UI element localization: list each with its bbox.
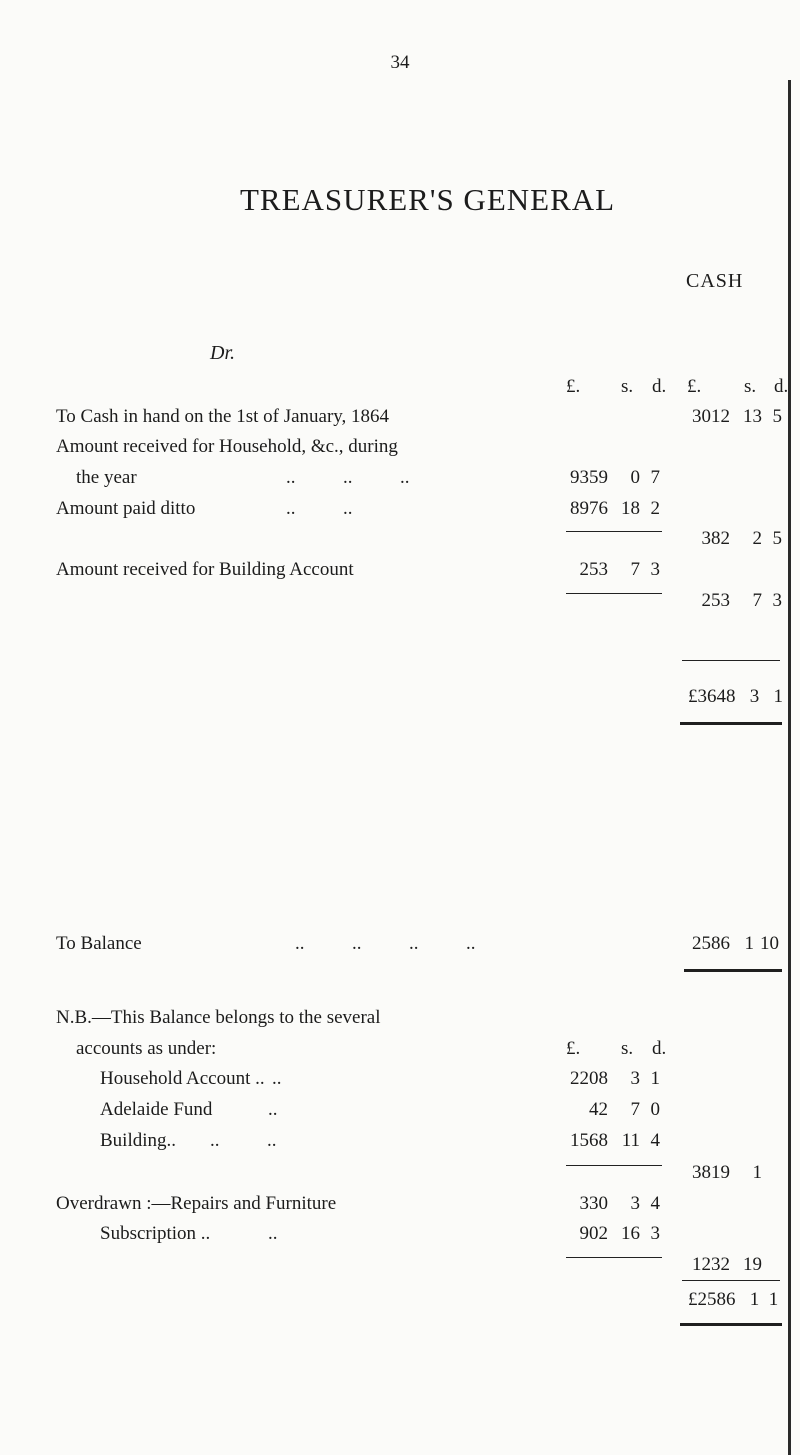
amount-pence: 5 <box>772 528 782 549</box>
amount-pounds: 3819 <box>692 1162 730 1183</box>
amount-pence: 1 <box>650 1068 660 1089</box>
total-double-rule <box>680 722 782 725</box>
amount-pounds: 8976 <box>570 498 608 519</box>
page-edge-line <box>788 80 791 1455</box>
subtotal-rule <box>566 593 662 594</box>
subtotal-rule <box>566 531 662 532</box>
page-number: 34 <box>390 52 410 73</box>
note-heading-cont: accounts as under: <box>76 1038 217 1059</box>
amount-pounds: 330 <box>579 1193 608 1214</box>
note-header-shillings: s. <box>621 1038 634 1059</box>
subscription-leader: .. <box>268 1223 278 1244</box>
header-pounds-2: £. <box>687 376 702 397</box>
final-double-rule <box>680 1323 782 1326</box>
final-total: £2586 1 1 <box>688 1289 779 1310</box>
amount-pence: 4 <box>650 1193 660 1214</box>
amount-pounds: 253 <box>701 590 730 611</box>
amount-pounds: 1232 <box>692 1254 730 1275</box>
amount-shillings: 1 <box>752 1162 762 1183</box>
note-heading: N.B.—This Balance belongs to the several <box>56 1007 381 1028</box>
entry-label: Amount paid ditto <box>56 498 196 519</box>
amount-pence: 5 <box>772 406 782 427</box>
amount-shillings: 19 <box>743 1254 762 1275</box>
total-rule <box>682 1280 780 1281</box>
balance-leader: .. .. .. .. <box>295 933 476 954</box>
header-pence-1: d. <box>652 376 667 397</box>
amount-shillings: 18 <box>621 498 640 519</box>
header-pence-2: d. <box>774 376 789 397</box>
amount-pounds: 382 <box>701 528 730 549</box>
grand-total: £3648 3 1 <box>688 686 783 707</box>
entry-label: the year <box>76 467 137 488</box>
note-row-leader: .. .. <box>210 1130 277 1151</box>
note-header-pounds: £. <box>566 1038 581 1059</box>
amount-pounds: 902 <box>579 1223 608 1244</box>
amount-pounds: 3012 <box>692 406 730 427</box>
amount-pounds: 2586 <box>692 933 730 954</box>
amount-shillings: 2 <box>752 528 762 549</box>
amount-pounds: 42 <box>589 1099 608 1120</box>
subtotal-rule <box>566 1165 662 1166</box>
entry-leader: .. .. .. <box>286 467 410 488</box>
amount-pounds: 9359 <box>570 467 608 488</box>
header-shillings-2: s. <box>744 376 757 397</box>
amount-shillings: 0 <box>630 467 640 488</box>
subtotal-rule <box>566 1257 662 1258</box>
entry-label: Amount received for Household, &c., during <box>56 436 398 457</box>
entry-label: To Cash in hand on the 1st of January, 1864 <box>56 406 390 427</box>
overdrawn-label: Overdrawn :—Repairs and Furniture <box>56 1193 337 1214</box>
note-row-label: Building.. <box>100 1130 177 1151</box>
entry-leader: .. .. <box>286 498 353 519</box>
amount-shillings: 11 <box>621 1130 640 1151</box>
page-title: TREASURER'S GENERAL <box>240 182 616 217</box>
entry-label: Amount received for Building Account <box>56 559 354 580</box>
amount-shillings: 16 <box>621 1223 640 1244</box>
subscription-label: Subscription .. <box>100 1223 211 1244</box>
amount-pence: 3 <box>650 1223 660 1244</box>
amount-pence: 2 <box>650 498 660 519</box>
balance-double-rule <box>684 969 782 972</box>
amount-pence: 10 <box>760 933 779 954</box>
amount-pence: 4 <box>650 1130 660 1151</box>
note-row-label: Household Account .. <box>100 1068 265 1089</box>
header-shillings-1: s. <box>621 376 634 397</box>
amount-shillings: 7 <box>630 559 640 580</box>
page-subtitle: CASH <box>686 270 744 292</box>
amount-pence: 0 <box>650 1099 660 1120</box>
amount-shillings: 13 <box>743 406 762 427</box>
amount-shillings: 1 <box>744 933 754 954</box>
debit-side-label: Dr. <box>210 342 236 364</box>
amount-shillings: 7 <box>752 590 762 611</box>
amount-pence: 3 <box>772 590 782 611</box>
amount-shillings: 3 <box>630 1068 640 1089</box>
amount-shillings: 7 <box>630 1099 640 1120</box>
amount-pence: 7 <box>650 467 660 488</box>
amount-pounds: 1568 <box>570 1130 608 1151</box>
amount-shillings: 3 <box>630 1193 640 1214</box>
balance-label: To Balance <box>56 933 142 954</box>
note-row-label: Adelaide Fund <box>100 1099 213 1120</box>
header-pounds-1: £. <box>566 376 581 397</box>
total-rule <box>682 660 780 661</box>
amount-pence: 3 <box>650 559 660 580</box>
note-row-leader: .. <box>268 1099 278 1120</box>
note-row-leader: .. <box>272 1068 282 1089</box>
amount-pounds: 2208 <box>570 1068 608 1089</box>
note-header-pence: d. <box>652 1038 667 1059</box>
amount-pounds: 253 <box>579 559 608 580</box>
